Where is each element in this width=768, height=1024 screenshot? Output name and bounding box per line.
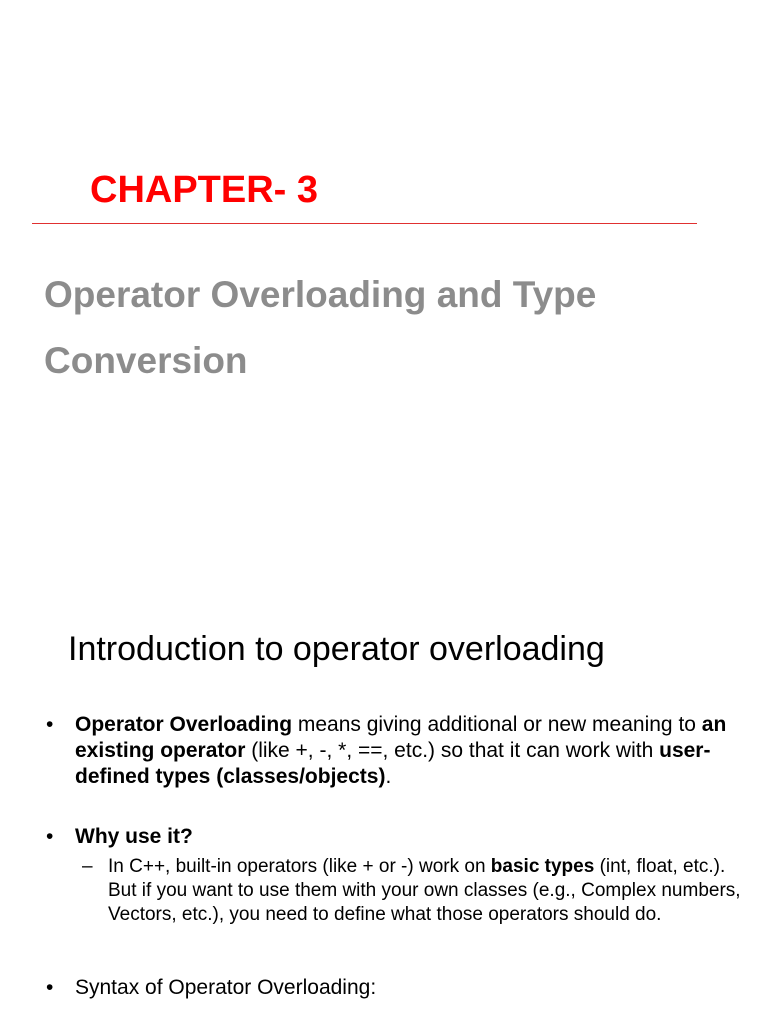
bullet-why bbox=[46, 824, 746, 850]
bullet-syntax-text: Syntax of Operator Overloading: bbox=[75, 976, 377, 999]
sub-bullet-why-text: In C++, built-in operators (like + or -) work on basic types (int, float, etc.). But if you want to use them with your own classes (e.g., Complex numbers, Vectors, etc.), you need to define what those operators should do. bbox=[108, 856, 741, 925]
sub-bullet-why bbox=[82, 855, 757, 927]
bullet-definition bbox=[46, 712, 746, 790]
title-divider bbox=[32, 223, 697, 224]
chapter-subtitle: Operator Overloading and Type Conversion bbox=[44, 274, 597, 381]
bullet-definition-text: Operator Overloading means giving additional or new meaning to an existing operator (like +, -, *, ==, etc.) so that it can work with user-defined types (classes/objects). bbox=[75, 713, 727, 788]
term-bold: Operator Overloading bbox=[75, 713, 293, 736]
bullet-marker: • bbox=[46, 976, 54, 999]
bullet-why-heading: Why use it? bbox=[75, 825, 193, 848]
bullet-marker: • bbox=[46, 825, 54, 848]
section-title: Introduction to operator overloading bbox=[68, 630, 605, 668]
bullet-syntax bbox=[46, 975, 746, 1001]
chapter-label: CHAPTER- 3 bbox=[90, 169, 319, 211]
sub-bullet-marker: – bbox=[82, 856, 93, 877]
bullet-marker: • bbox=[46, 713, 54, 736]
